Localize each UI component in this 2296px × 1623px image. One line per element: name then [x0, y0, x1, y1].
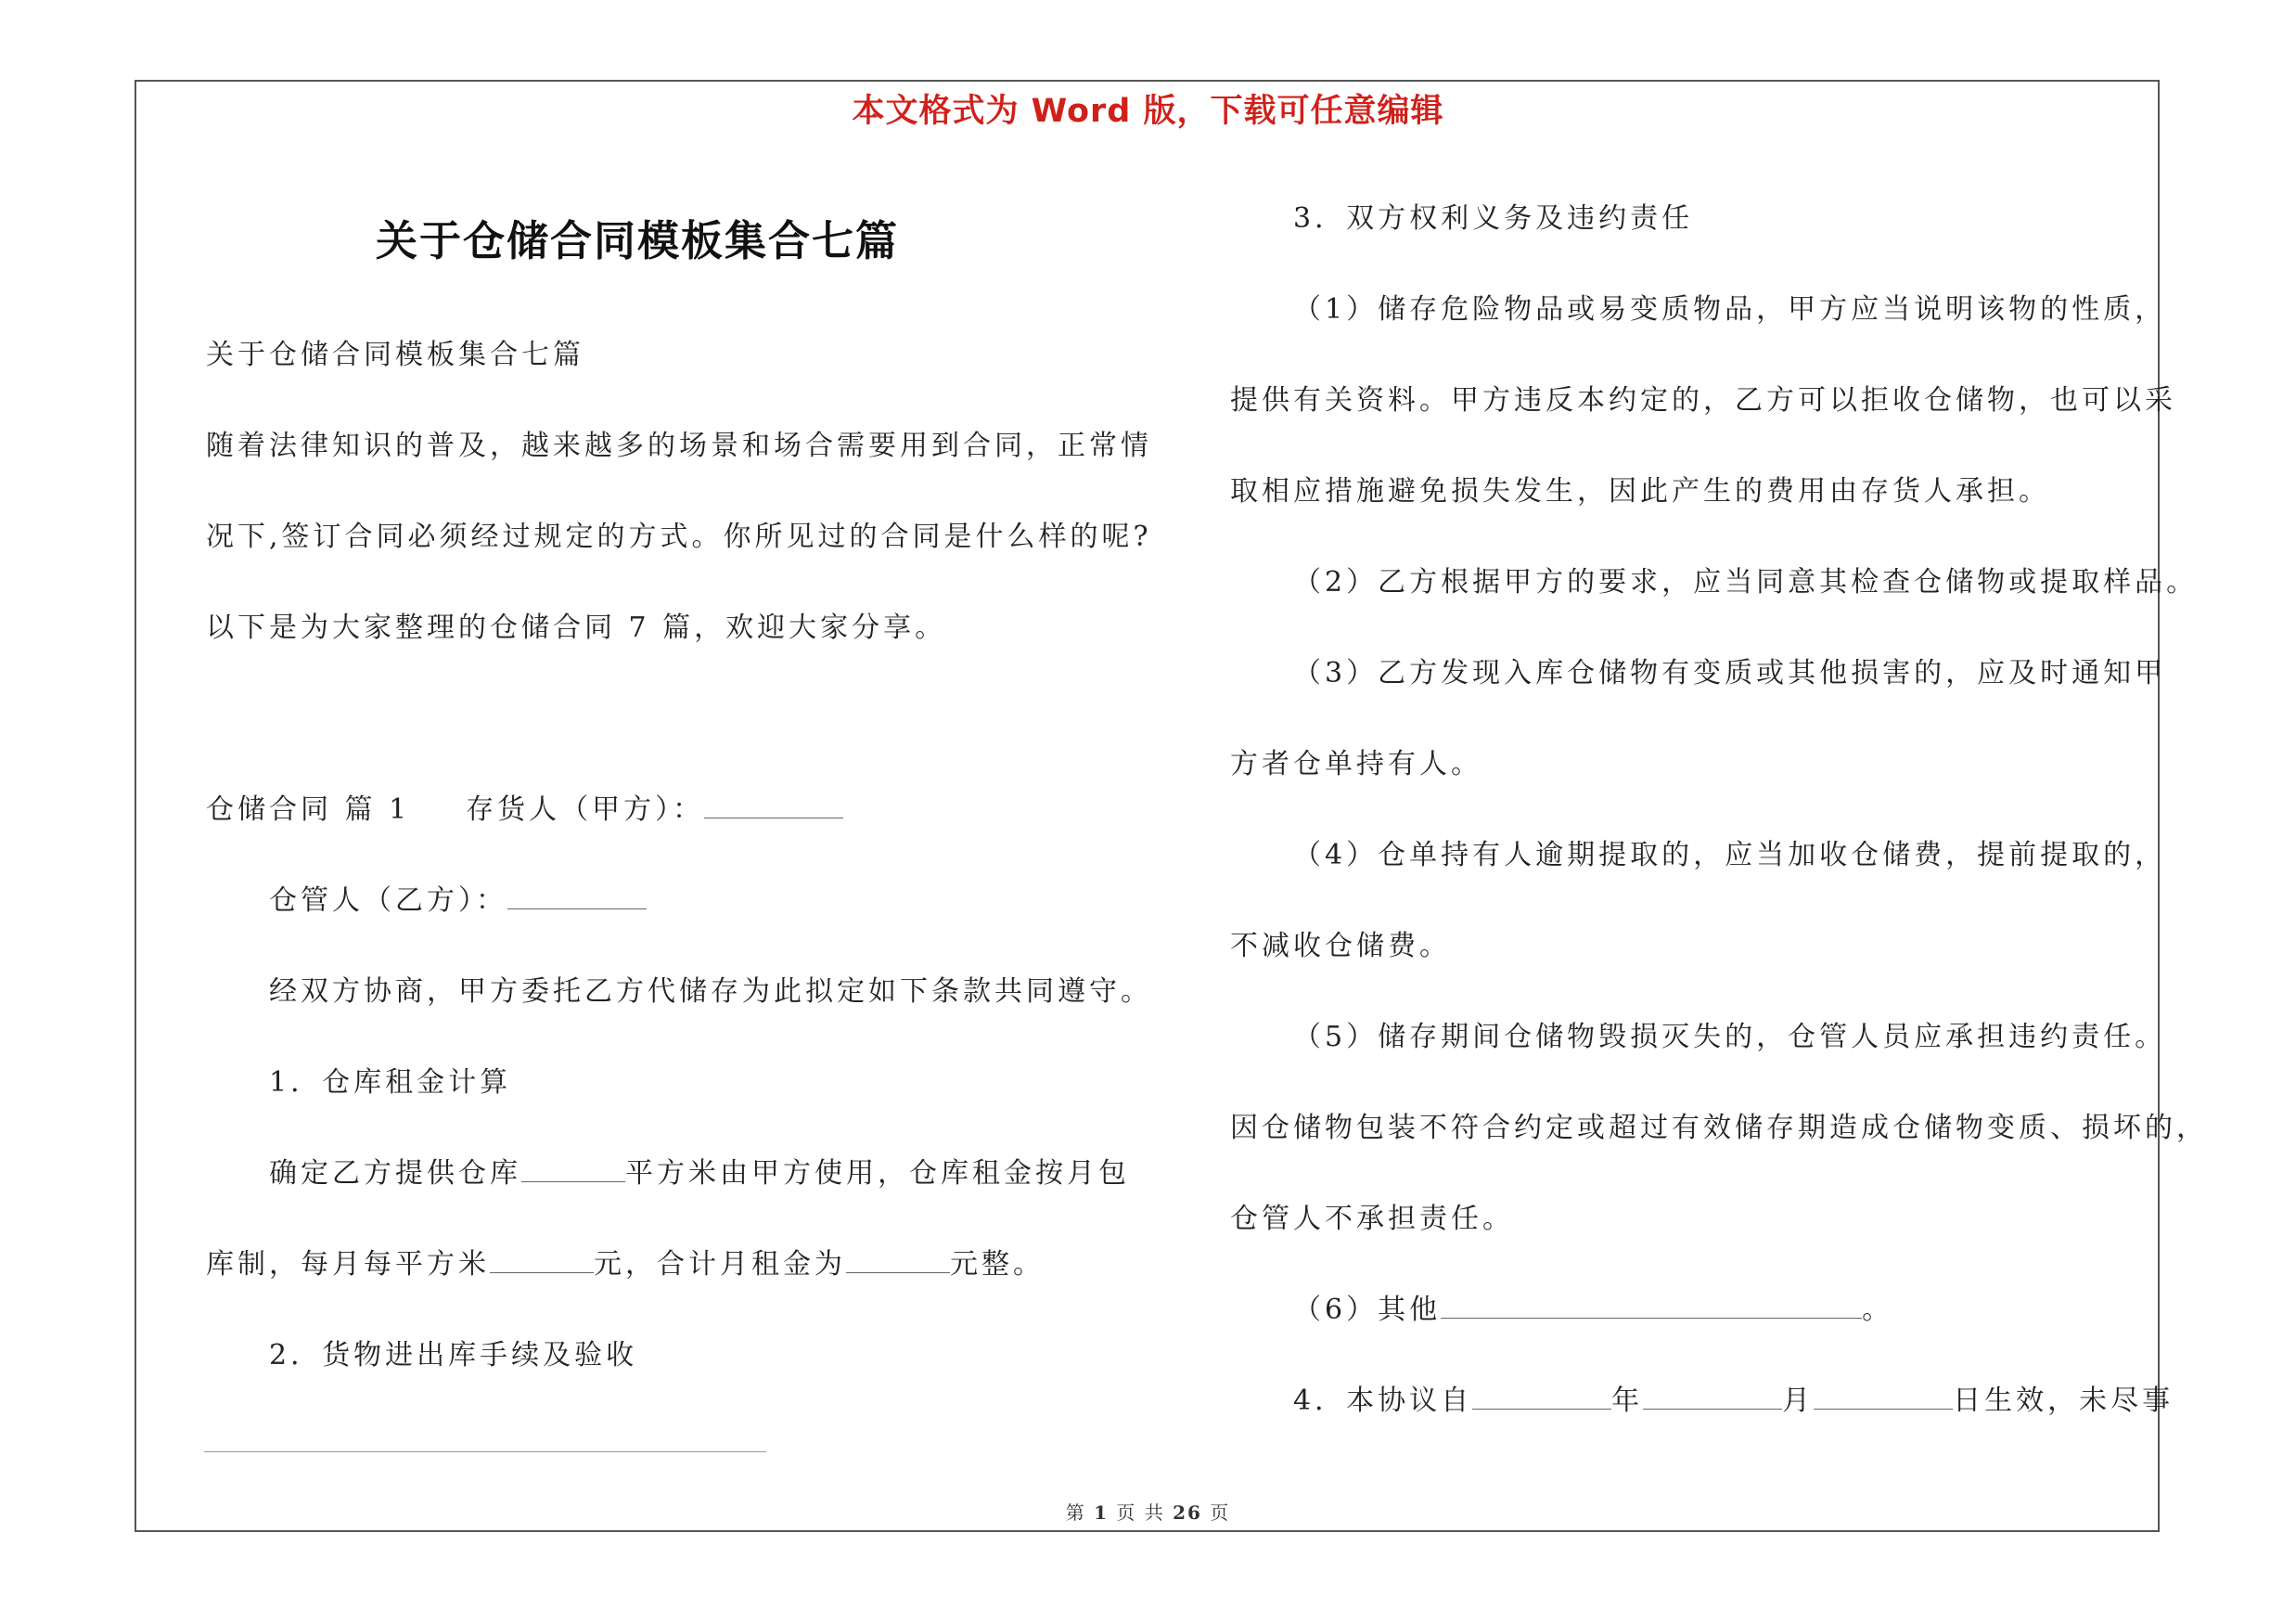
clause-1-line-3: 取相应措施避免损失发生，因此产生的费用由存货人承担。	[1230, 475, 2050, 508]
contract-label: 仓储合同 篇 1	[206, 793, 411, 826]
keeper-blank	[507, 886, 647, 909]
rent-line-2	[206, 1241, 1045, 1282]
section-3-heading: 3．双方权利义务及违约责任	[1293, 202, 1694, 235]
keeper-label: 仓管人（乙方）：	[269, 884, 507, 917]
rent-text-d: 元，合计月租金为	[594, 1248, 846, 1281]
subtitle-line: 关于仓储合同模板集合七篇	[206, 339, 584, 371]
clause-3-line-2: 方者仓单持有人。	[1230, 748, 1482, 780]
clause-6-end: 。	[1862, 1294, 1894, 1326]
section-4-text-a: 4．本协议自	[1293, 1385, 1473, 1417]
section-4-line	[1293, 1377, 2174, 1418]
section-1-heading: 1．仓库租金计算	[269, 1066, 512, 1099]
page-footer	[0, 1498, 2296, 1525]
keeper-line	[269, 877, 647, 918]
rent-text-b: 平方米由甲方使用，仓库租金按月包	[625, 1157, 1130, 1190]
clause-6-line	[1293, 1286, 1893, 1327]
intro-line-2: 况下,签订合同必须经过规定的方式。你所见过的合同是什么样的呢?	[206, 521, 1152, 553]
day-blank	[1814, 1386, 1953, 1410]
clause-4-line-1: （4）仓单持有人逾期提取的，应当加收仓储费，提前提取的，	[1293, 839, 2167, 871]
clause-1-line-1: （1）储存危险物品或易变质物品，甲方应当说明该物的性质，	[1293, 293, 2167, 326]
total-pages: 26	[1173, 1501, 1202, 1524]
rent-line-1	[269, 1150, 1130, 1191]
intro-line-3: 以下是为大家整理的仓储合同 7 篇，欢迎大家分享。	[206, 612, 947, 644]
area-blank	[521, 1159, 625, 1182]
clause-5-line-3: 仓管人不承担责任。	[1230, 1203, 1514, 1235]
clause-2-line: （2）乙方根据甲方的要求，应当同意其检查仓储物或提取样品。	[1293, 566, 2199, 599]
document-title: 关于仓储合同模板集合七篇	[376, 216, 900, 265]
unit-price-blank	[490, 1250, 594, 1273]
year-blank	[1472, 1386, 1611, 1410]
rent-text-a: 确定乙方提供仓库	[269, 1157, 521, 1190]
clause-3-line-1: （3）乙方发现入库仓储物有变质或其他损害的，应及时通知甲	[1293, 657, 2167, 689]
clause-1-line-2: 提供有关资料。甲方违反本约定的，乙方可以拒收仓储物，也可以采	[1230, 384, 2176, 417]
footer-prefix: 第	[1065, 1501, 1086, 1524]
clause-4-line-2: 不减收仓储费。	[1230, 930, 1451, 962]
contract-heading-line	[206, 786, 843, 827]
rent-text-e: 元整。	[950, 1248, 1045, 1281]
section-4-text-b: 年	[1611, 1385, 1644, 1417]
agreement-line: 经双方协商，甲方委托乙方代储存为此拟定如下条款共同遵守。	[269, 975, 1152, 1008]
other-blank	[1441, 1295, 1862, 1319]
month-blank	[1643, 1386, 1782, 1410]
footer-middle: 页 共	[1116, 1501, 1165, 1524]
clause-6-text: （6）其他	[1293, 1294, 1442, 1326]
footnote-rule	[204, 1451, 766, 1452]
section-4-text-d: 日生效，未尽事	[1953, 1385, 2174, 1417]
clause-5-line-1: （5）储存期间仓储物毁损灭失的，仓管人员应承担违约责任。	[1293, 1021, 2167, 1053]
depositor-blank	[704, 795, 843, 818]
section-4-text-c: 月	[1782, 1385, 1815, 1417]
rent-text-c: 库制，每月每平方米	[206, 1248, 490, 1281]
depositor-label: 存货人（甲方）：	[466, 793, 705, 826]
monthly-rent-blank	[846, 1250, 950, 1273]
page-number: 1	[1094, 1501, 1109, 1524]
intro-line-1: 随着法律知识的普及，越来越多的场景和场合需要用到合同，正常情	[206, 430, 1152, 462]
format-banner: 本文格式为 Word 版，下载可任意编辑	[852, 93, 1444, 130]
section-2-heading: 2．货物进出库手续及验收	[269, 1339, 638, 1372]
footer-suffix: 页	[1210, 1501, 1231, 1524]
clause-5-line-2: 因仓储物包装不符合约定或超过有效储存期造成仓储物变质、损坏的，	[1230, 1112, 2208, 1144]
